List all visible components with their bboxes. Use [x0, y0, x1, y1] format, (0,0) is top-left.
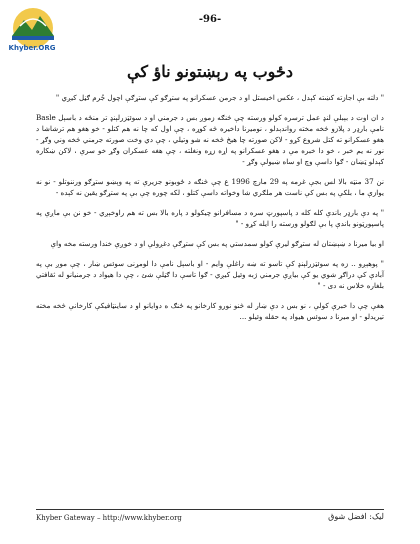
paragraph-7: هغې چې دا خبرې کولې ، نو بس د دې ښار له څنو نورو کارخانو په ځنګ ه دوایانو او د ساینټافیکې کارخانې څخه مخته تیریدلو - او میرنا د سوئس هیواد په حقله وئیلو ...	[36, 301, 384, 321]
page-number: -96-	[198, 14, 222, 25]
footer-source: Khyber Gateway – http://www.khyber.org	[36, 514, 182, 522]
page-title: دځوب په رېښتونو ناؤ کې	[127, 62, 293, 81]
logo-text: Khyber.ORG	[8, 44, 56, 52]
footer-author: لیک: افضل شوق	[328, 512, 384, 521]
paragraph-4: " په دې بارډر باندې کله کله د پاسپورټ سره د مسافرانو چیکولو د پاره بالا بس ته هم راوخېږي - خو نن بې ماږې په پاسپورټونو باندې پا بې لګولو ورسته را ایله کړو - "	[36, 208, 384, 228]
paragraph-2: د ان اوت د بېبلې لنډ عمل ترسره کولو ورسته چې څنګه زموږ بس د جرمني او د سوئټزرلېنډ تر منځه د باسېل Basle نامې بارډر د پلازو څخه مخته رواندېدلو ، نومیرنا داخیره څه کوړه ، چې اول که چا نه هم کتلو - خو هغو هم ترشاشا د هغو عسکرانو ته کتل شروع کړو - لاکن صورته چا هیڅ څخه نه شو وتیلي ، چې دي وخت صورته جرمني څخه وني وګړ - نور نه یم خبر ، خو دا خبره مې د هغو عسکرانو په اړه زړه ونغلته ، چې هغه عسکران وګړ خو سرې ، لاکن ښکاره کېدلو ټښان - ګوا داسې وچ او ساه ښیولې وګړ -	[36, 113, 384, 166]
paragraph-3: نن 37 منټه بالا لس بجې غرمه په 29 مارچ 1996 ع چې څنګه د ځوبونو جزیرې ته په وېښو ستړګو ورننوتلو - نو نه یوازې ما ، بلکې په بس کې ناست هر ملګري شا وخواته داسې کتلو ، لکه چوره چې بې په ستړګو یقین نه کېده -	[36, 177, 384, 197]
paragraph-1: " دلته بې اجازته کښته کېدل ، عکس اخیستل او د جرمن عسکرانو په ستړګو کې ستړګې اچول جُرم ګڼل کیږي "	[55, 93, 384, 102]
footer-divider	[36, 509, 384, 510]
paragraph-5: او بیا میرنا د ښېښتان له ستړګو لیرې کولو سمدستي په بس کې ستړګې دغږولې او د خوږې خندا ورسته مخه واې	[50, 239, 384, 248]
article-body	[36, 92, 384, 331]
paragraph-6: " پوهېږو .. زه په سوئټزرلېنډ کې تاسو ته ښه راغلې وایم - او باسېل نامې دا لومړنی سوئس ښار ، چې موږ بې په آبادې کې دراګړ شوي یو کې بیاږې جرمني ژبه وئیل کیږي - ګوا تاسې دا ګڼلې شئ ، چې دا هیواد د جرمنیانو له ثقافتي بلغاره خلاس نه دی - "	[36, 259, 384, 290]
